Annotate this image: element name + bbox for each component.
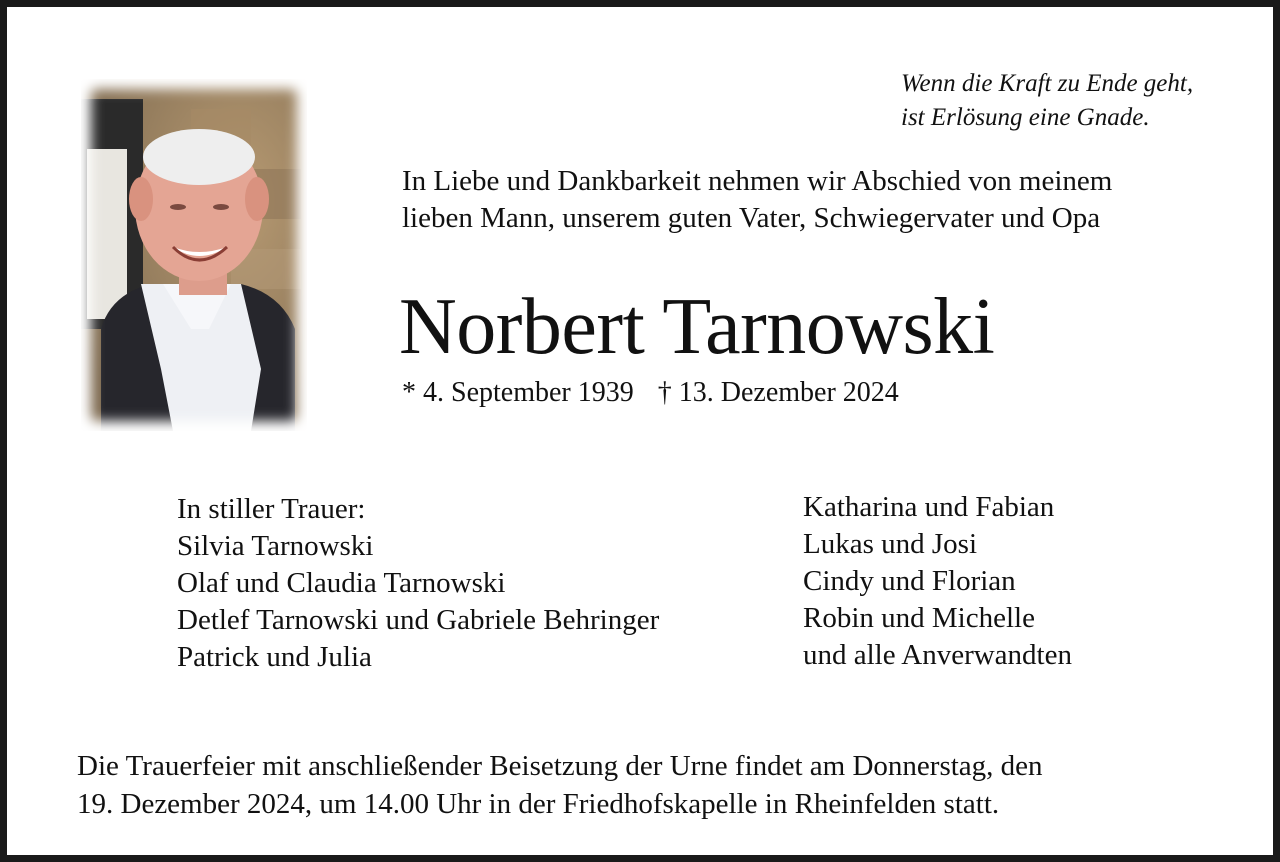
mourners-list-left bbox=[177, 491, 659, 676]
mourner-line: Olaf und Claudia Tarnowski bbox=[177, 567, 506, 599]
service-line-1: Die Trauerfeier mit anschließender Beisetzung der Urne findet am Donnerstag, den bbox=[77, 750, 1043, 782]
mourner-line: In stiller Trauer: bbox=[177, 493, 366, 525]
funeral-service-notice bbox=[77, 747, 1043, 823]
mourner-line: und alle Anverwandten bbox=[803, 639, 1072, 671]
motto-quote bbox=[901, 67, 1193, 135]
mourner-line: Cindy und Florian bbox=[803, 565, 1016, 597]
portrait-photo bbox=[81, 79, 307, 431]
life-dates bbox=[402, 375, 899, 411]
obituary-card bbox=[7, 7, 1273, 855]
mourner-line: Katharina und Fabian bbox=[803, 491, 1055, 523]
mourner-line: Patrick und Julia bbox=[177, 641, 372, 673]
motto-line-1: Wenn die Kraft zu Ende geht, bbox=[901, 70, 1194, 97]
motto-line-2: ist Erlösung eine Gnade. bbox=[901, 104, 1150, 131]
service-line-2: 19. Dezember 2024, um 14.00 Uhr in der Friedhofskapelle in Rheinfelden statt. bbox=[77, 788, 1000, 820]
mourner-line: Robin und Michelle bbox=[803, 602, 1035, 634]
intro-line-1: In Liebe und Dankbarkeit nehmen wir Abschied von meinem bbox=[402, 165, 1113, 197]
death-date: † 13. Dezember 2024 bbox=[657, 377, 899, 408]
birth-date: * 4. September 1939 bbox=[402, 377, 634, 408]
mourner-line: Silvia Tarnowski bbox=[177, 530, 374, 562]
mourner-line: Detlef Tarnowski und Gabriele Behringer bbox=[177, 604, 660, 636]
deceased-name: Norbert Tarnowski bbox=[399, 283, 995, 371]
mourner-line: Lukas und Josi bbox=[803, 528, 977, 560]
intro-line-2: lieben Mann, unserem guten Vater, Schwiegervater und Opa bbox=[402, 202, 1101, 234]
intro-text bbox=[402, 163, 1112, 237]
mourners-list-right bbox=[803, 489, 1072, 674]
